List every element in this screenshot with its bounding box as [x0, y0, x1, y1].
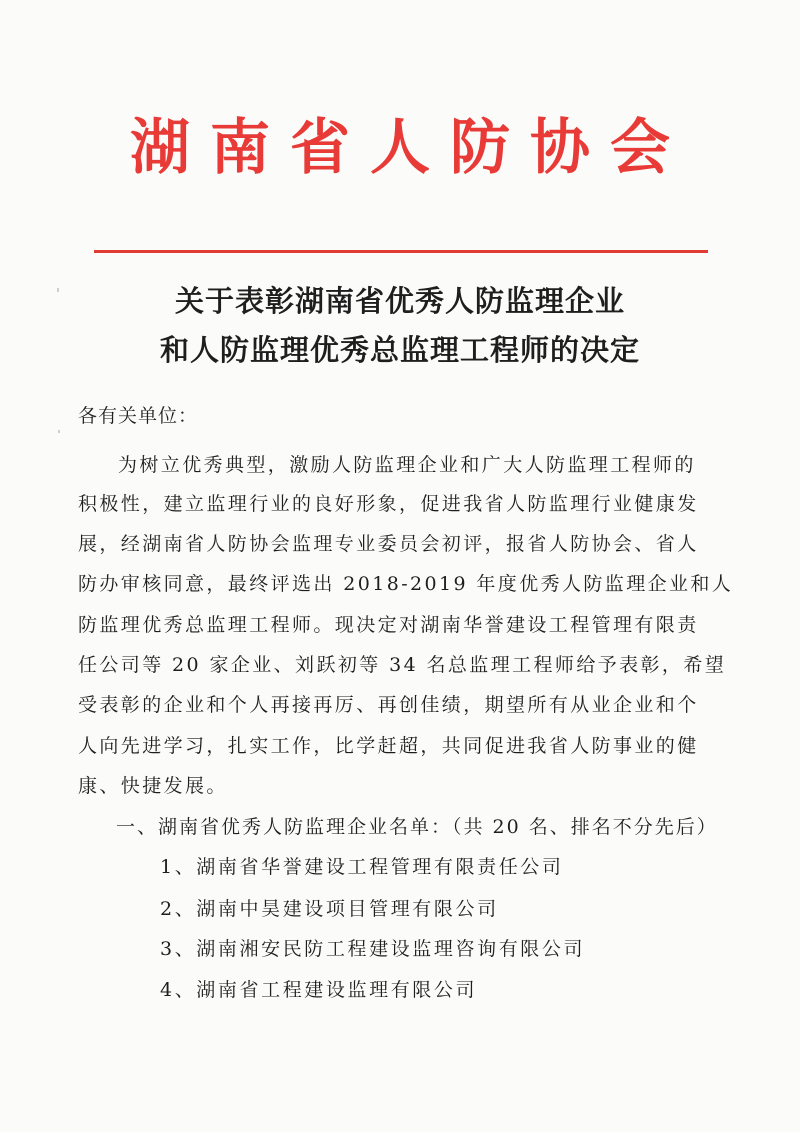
- body-paragraph-line: 防监理优秀总监理工程师。现决定对湖南华誉建设工程管理有限责: [78, 614, 699, 636]
- paper-speck: [58, 430, 60, 433]
- body-paragraph-line: 人向先进学习，扎实工作，比学赶超，共同促进我省人防事业的健: [78, 735, 699, 757]
- document-title-line-1: 关于表彰湖南省优秀人防监理企业: [174, 284, 625, 318]
- company-list-item: 3、湖南湘安民防工程建设监理咨询有限公司: [160, 938, 586, 960]
- salutation: 各有关单位：: [78, 405, 199, 427]
- body-paragraph-line: 展，经湖南省人防协会监理专业委员会初评，报省人防协会、省人: [78, 533, 699, 555]
- company-list-item: 2、湖南中昊建设项目管理有限公司: [160, 898, 499, 920]
- document-title-line-2: 和人防监理优秀总监理工程师的决定: [159, 333, 640, 367]
- body-paragraph-line: 康、快捷发展。: [78, 775, 228, 797]
- body-paragraph-line: 防办审核同意，最终评选出 2018-2019 年度优秀人防监理企业和人: [78, 573, 734, 595]
- body-paragraph-line: 为树立优秀典型，激励人防监理企业和广大人防监理工程师的: [118, 454, 696, 476]
- company-list-item: 4、湖南省工程建设监理有限公司: [160, 979, 478, 1001]
- organization-header: 湖南省人防协会: [130, 113, 690, 183]
- company-list-heading: 一、湖南省优秀人防监理企业名单：（共 20 名、排名不分先后）: [116, 816, 718, 838]
- body-paragraph-line: 积极性，建立监理行业的良好形象，促进我省人防监理行业健康发: [78, 493, 699, 515]
- paper-speck: [57, 288, 59, 292]
- body-paragraph-line: 受表彰的企业和个人再接再厉、再创佳绩，期望所有从业企业和个: [78, 694, 699, 716]
- red-divider-rule: [94, 250, 708, 253]
- body-paragraph-line: 任公司等 20 家企业、刘跃初等 34 名总监理工程师给予表彰，希望: [78, 654, 727, 676]
- company-list-item: 1、湖南省华誉建设工程管理有限责任公司: [160, 856, 564, 878]
